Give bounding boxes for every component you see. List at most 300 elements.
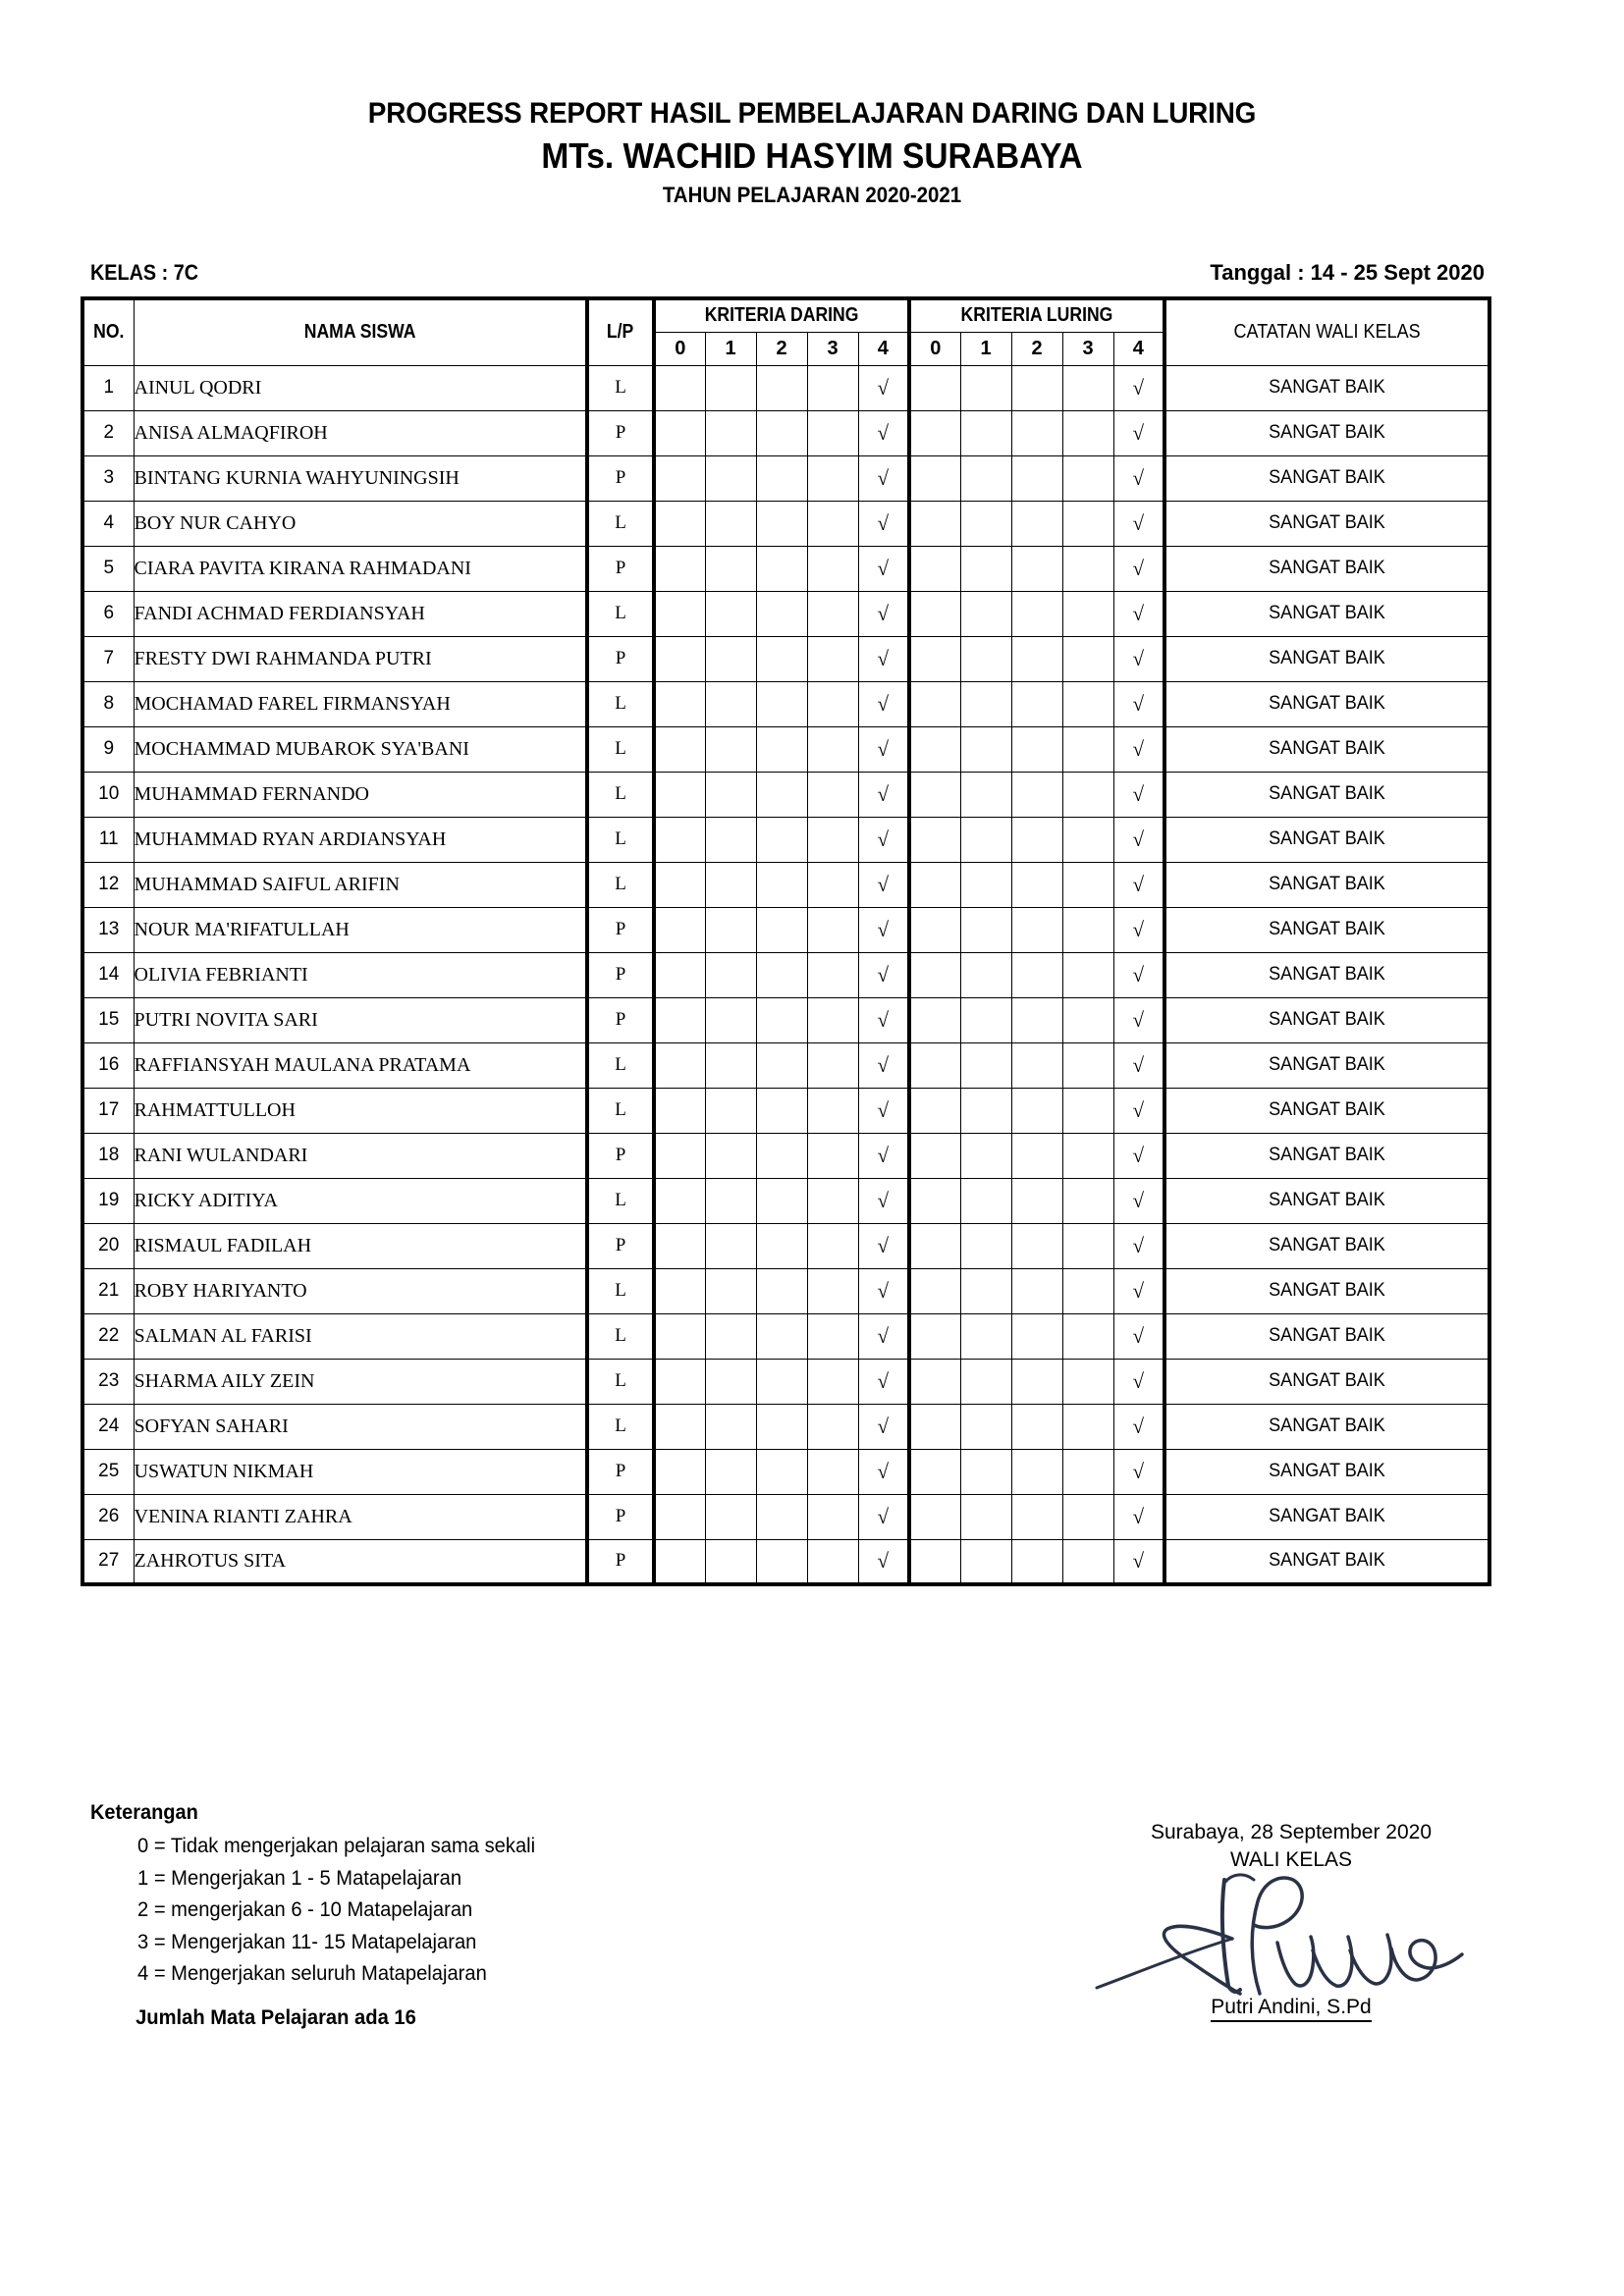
cell-luring-2[interactable]: [1011, 1539, 1062, 1584]
cell-daring-2[interactable]: [756, 1088, 807, 1133]
cell-daring-0[interactable]: [654, 1268, 705, 1313]
cell-daring-0[interactable]: [654, 952, 705, 997]
cell-daring-1[interactable]: [705, 455, 756, 501]
table-row[interactable]: [82, 1404, 1489, 1449]
cell-daring-0[interactable]: [654, 365, 705, 410]
cell-luring-4[interactable]: √: [1113, 591, 1164, 636]
cell-daring-2[interactable]: [756, 997, 807, 1042]
table-row[interactable]: [82, 365, 1489, 410]
cell-daring-2[interactable]: [756, 365, 807, 410]
cell-daring-3[interactable]: [807, 907, 858, 952]
cell-daring-3[interactable]: [807, 1404, 858, 1449]
cell-luring-2[interactable]: [1011, 1178, 1062, 1223]
table-row[interactable]: [82, 1539, 1489, 1584]
table-row[interactable]: [82, 1494, 1489, 1539]
cell-daring-1[interactable]: [705, 1133, 756, 1178]
cell-luring-1[interactable]: [960, 546, 1011, 591]
cell-daring-2[interactable]: [756, 410, 807, 455]
cell-luring-1[interactable]: [960, 1088, 1011, 1133]
cell-daring-4[interactable]: √: [858, 455, 909, 501]
cell-daring-3[interactable]: [807, 817, 858, 862]
cell-luring-2[interactable]: [1011, 546, 1062, 591]
cell-luring-0[interactable]: [909, 726, 960, 772]
cell-daring-2[interactable]: [756, 501, 807, 546]
cell-daring-0[interactable]: [654, 1133, 705, 1178]
cell-daring-3[interactable]: [807, 1449, 858, 1494]
cell-luring-2[interactable]: [1011, 1133, 1062, 1178]
cell-daring-4[interactable]: √: [858, 1404, 909, 1449]
cell-daring-1[interactable]: [705, 365, 756, 410]
cell-daring-0[interactable]: [654, 1178, 705, 1223]
cell-daring-3[interactable]: [807, 1178, 858, 1223]
cell-luring-2[interactable]: [1011, 501, 1062, 546]
cell-luring-1[interactable]: [960, 1539, 1011, 1584]
cell-daring-4[interactable]: √: [858, 862, 909, 907]
table-row[interactable]: [82, 726, 1489, 772]
cell-luring-2[interactable]: [1011, 455, 1062, 501]
cell-daring-0[interactable]: [654, 1313, 705, 1359]
cell-daring-2[interactable]: [756, 1359, 807, 1404]
cell-luring-0[interactable]: [909, 636, 960, 681]
cell-luring-4[interactable]: √: [1113, 997, 1164, 1042]
cell-luring-4[interactable]: √: [1113, 772, 1164, 817]
cell-daring-3[interactable]: [807, 410, 858, 455]
table-row[interactable]: [82, 862, 1489, 907]
table-row[interactable]: [82, 1268, 1489, 1313]
cell-daring-2[interactable]: [756, 546, 807, 591]
cell-daring-0[interactable]: [654, 410, 705, 455]
cell-luring-4[interactable]: √: [1113, 1223, 1164, 1268]
cell-daring-3[interactable]: [807, 1223, 858, 1268]
cell-daring-1[interactable]: [705, 1088, 756, 1133]
table-row[interactable]: [82, 952, 1489, 997]
cell-luring-4[interactable]: √: [1113, 1178, 1164, 1223]
table-row[interactable]: [82, 1133, 1489, 1178]
cell-daring-0[interactable]: [654, 772, 705, 817]
cell-daring-4[interactable]: √: [858, 1178, 909, 1223]
cell-daring-3[interactable]: [807, 1359, 858, 1404]
cell-daring-3[interactable]: [807, 365, 858, 410]
cell-daring-1[interactable]: [705, 546, 756, 591]
cell-daring-4[interactable]: √: [858, 410, 909, 455]
cell-daring-3[interactable]: [807, 1539, 858, 1584]
cell-luring-2[interactable]: [1011, 862, 1062, 907]
cell-daring-0[interactable]: [654, 546, 705, 591]
cell-daring-0[interactable]: [654, 907, 705, 952]
cell-luring-0[interactable]: [909, 862, 960, 907]
cell-luring-1[interactable]: [960, 501, 1011, 546]
cell-daring-4[interactable]: √: [858, 591, 909, 636]
cell-luring-0[interactable]: [909, 1494, 960, 1539]
cell-luring-4[interactable]: √: [1113, 636, 1164, 681]
table-row[interactable]: [82, 1359, 1489, 1404]
cell-luring-1[interactable]: [960, 1404, 1011, 1449]
cell-luring-1[interactable]: [960, 1178, 1011, 1223]
cell-luring-2[interactable]: [1011, 1313, 1062, 1359]
cell-daring-4[interactable]: √: [858, 1268, 909, 1313]
signature-image: [1060, 1868, 1522, 2001]
cell-daring-0[interactable]: [654, 636, 705, 681]
cell-luring-0[interactable]: [909, 1313, 960, 1359]
cell-luring-4[interactable]: √: [1113, 365, 1164, 410]
table-row[interactable]: [82, 1088, 1489, 1133]
cell-luring-3[interactable]: [1062, 546, 1113, 591]
cell-daring-1[interactable]: [705, 1449, 756, 1494]
cell-luring-3[interactable]: [1062, 1359, 1113, 1404]
cell-luring-1[interactable]: [960, 636, 1011, 681]
table-row[interactable]: [82, 997, 1489, 1042]
cell-luring-0[interactable]: [909, 772, 960, 817]
cell-daring-0[interactable]: [654, 1223, 705, 1268]
cell-luring-3[interactable]: [1062, 410, 1113, 455]
cell-luring-4[interactable]: √: [1113, 501, 1164, 546]
cell-daring-2[interactable]: [756, 636, 807, 681]
cell-luring-3[interactable]: [1062, 1088, 1113, 1133]
cell-luring-3[interactable]: [1062, 1178, 1113, 1223]
cell-daring-3[interactable]: [807, 726, 858, 772]
cell-luring-1[interactable]: [960, 862, 1011, 907]
cell-luring-1[interactable]: [960, 1359, 1011, 1404]
cell-daring-2[interactable]: [756, 1449, 807, 1494]
cell-luring-0[interactable]: [909, 1133, 960, 1178]
cell-daring-2[interactable]: [756, 862, 807, 907]
cell-daring-0[interactable]: [654, 681, 705, 726]
cell-daring-2[interactable]: [756, 455, 807, 501]
cell-luring-3[interactable]: [1062, 997, 1113, 1042]
cell-daring-1[interactable]: [705, 1313, 756, 1359]
cell-daring-1[interactable]: [705, 907, 756, 952]
cell-daring-4[interactable]: √: [858, 681, 909, 726]
cell-daring-3[interactable]: [807, 546, 858, 591]
cell-luring-0[interactable]: [909, 546, 960, 591]
table-row[interactable]: [82, 1223, 1489, 1268]
cell-luring-3[interactable]: [1062, 1539, 1113, 1584]
cell-luring-0[interactable]: [909, 1223, 960, 1268]
table-row[interactable]: [82, 636, 1489, 681]
cell-daring-1[interactable]: [705, 410, 756, 455]
cell-daring-1[interactable]: [705, 1494, 756, 1539]
cell-luring-2[interactable]: [1011, 997, 1062, 1042]
cell-daring-1[interactable]: [705, 862, 756, 907]
table-row[interactable]: [82, 501, 1489, 546]
cell-luring-2[interactable]: [1011, 410, 1062, 455]
cell-daring-1[interactable]: [705, 952, 756, 997]
cell-luring-1[interactable]: [960, 455, 1011, 501]
table-row[interactable]: [82, 1313, 1489, 1359]
cell-luring-2[interactable]: [1011, 1268, 1062, 1313]
cell-daring-3[interactable]: [807, 591, 858, 636]
cell-daring-4[interactable]: √: [858, 1313, 909, 1359]
table-row[interactable]: [82, 907, 1489, 952]
cell-luring-0[interactable]: [909, 907, 960, 952]
cell-luring-1[interactable]: [960, 817, 1011, 862]
cell-daring-2[interactable]: [756, 591, 807, 636]
cell-daring-2[interactable]: [756, 726, 807, 772]
cell-luring-1[interactable]: [960, 365, 1011, 410]
cell-nama-siswa: MOCHAMAD FAREL FIRMANSYAH: [134, 681, 587, 726]
cell-luring-2[interactable]: [1011, 1223, 1062, 1268]
cell-luring-2[interactable]: [1011, 1404, 1062, 1449]
cell-daring-4[interactable]: √: [858, 546, 909, 591]
cell-daring-2[interactable]: [756, 1042, 807, 1088]
cell-luring-3[interactable]: [1062, 817, 1113, 862]
cell-luring-0[interactable]: [909, 1404, 960, 1449]
cell-luring-1[interactable]: [960, 997, 1011, 1042]
table-row[interactable]: [82, 1449, 1489, 1494]
cell-luring-1[interactable]: [960, 1268, 1011, 1313]
cell-daring-4[interactable]: √: [858, 1539, 909, 1584]
cell-daring-1[interactable]: [705, 1539, 756, 1584]
cell-daring-0[interactable]: [654, 862, 705, 907]
cell-daring-1[interactable]: [705, 591, 756, 636]
cell-daring-2[interactable]: [756, 1268, 807, 1313]
cell-daring-2[interactable]: [756, 907, 807, 952]
cell-luring-4[interactable]: √: [1113, 1133, 1164, 1178]
cell-luring-2[interactable]: [1011, 636, 1062, 681]
cell-luring-3[interactable]: [1062, 636, 1113, 681]
table-row[interactable]: [82, 455, 1489, 501]
cell-daring-0[interactable]: [654, 1088, 705, 1133]
cell-luring-2[interactable]: [1011, 726, 1062, 772]
cell-daring-0[interactable]: [654, 1494, 705, 1539]
cell-luring-3[interactable]: [1062, 1133, 1113, 1178]
cell-daring-4[interactable]: √: [858, 1494, 909, 1539]
cell-luring-1[interactable]: [960, 726, 1011, 772]
cell-luring-4[interactable]: √: [1113, 1268, 1164, 1313]
cell-luring-0[interactable]: [909, 1449, 960, 1494]
cell-daring-0[interactable]: [654, 817, 705, 862]
cell-daring-0[interactable]: [654, 1042, 705, 1088]
cell-luring-4[interactable]: √: [1113, 1404, 1164, 1449]
cell-luring-2[interactable]: [1011, 952, 1062, 997]
cell-luring-2[interactable]: [1011, 907, 1062, 952]
cell-daring-4[interactable]: √: [858, 1449, 909, 1494]
cell-luring-3[interactable]: [1062, 862, 1113, 907]
cell-daring-0[interactable]: [654, 1449, 705, 1494]
cell-daring-3[interactable]: [807, 455, 858, 501]
cell-daring-1[interactable]: [705, 1404, 756, 1449]
cell-luring-2[interactable]: [1011, 365, 1062, 410]
cell-daring-1[interactable]: [705, 1268, 756, 1313]
cell-daring-0[interactable]: [654, 726, 705, 772]
cell-daring-3[interactable]: [807, 636, 858, 681]
cell-daring-3[interactable]: [807, 1494, 858, 1539]
cell-daring-4[interactable]: √: [858, 365, 909, 410]
cell-luring-3[interactable]: [1062, 952, 1113, 997]
cell-daring-4[interactable]: √: [858, 636, 909, 681]
cell-luring-2[interactable]: [1011, 1494, 1062, 1539]
cell-luring-3[interactable]: [1062, 726, 1113, 772]
cell-luring-2[interactable]: [1011, 1088, 1062, 1133]
cell-daring-2[interactable]: [756, 1223, 807, 1268]
cell-luring-4[interactable]: √: [1113, 1088, 1164, 1133]
table-row[interactable]: [82, 1042, 1489, 1088]
cell-luring-1[interactable]: [960, 1313, 1011, 1359]
cell-luring-1[interactable]: [960, 1223, 1011, 1268]
cell-daring-3[interactable]: [807, 862, 858, 907]
cell-luring-1[interactable]: [960, 681, 1011, 726]
cell-luring-3[interactable]: [1062, 591, 1113, 636]
cell-luring-1[interactable]: [960, 907, 1011, 952]
table-row[interactable]: [82, 410, 1489, 455]
cell-luring-0[interactable]: [909, 591, 960, 636]
cell-daring-3[interactable]: [807, 1088, 858, 1133]
cell-daring-2[interactable]: [756, 952, 807, 997]
cell-daring-3[interactable]: [807, 1133, 858, 1178]
cell-luring-3[interactable]: [1062, 1313, 1113, 1359]
cell-luring-1[interactable]: [960, 1449, 1011, 1494]
cell-daring-2[interactable]: [756, 817, 807, 862]
cell-daring-1[interactable]: [705, 1178, 756, 1223]
cell-daring-4[interactable]: √: [858, 501, 909, 546]
table-row[interactable]: [82, 772, 1489, 817]
cell-luring-4[interactable]: √: [1113, 410, 1164, 455]
table-row[interactable]: [82, 546, 1489, 591]
cell-daring-0[interactable]: [654, 501, 705, 546]
cell-daring-1[interactable]: [705, 726, 756, 772]
cell-luring-2[interactable]: [1011, 681, 1062, 726]
table-row[interactable]: [82, 1178, 1489, 1223]
cell-luring-2[interactable]: [1011, 772, 1062, 817]
cell-daring-0[interactable]: [654, 997, 705, 1042]
cell-luring-0[interactable]: [909, 952, 960, 997]
cell-daring-4[interactable]: √: [858, 1223, 909, 1268]
cell-daring-1[interactable]: [705, 501, 756, 546]
cell-luring-4[interactable]: √: [1113, 817, 1164, 862]
cell-daring-1[interactable]: [705, 772, 756, 817]
table-row[interactable]: [82, 681, 1489, 726]
cell-luring-4[interactable]: √: [1113, 1359, 1164, 1404]
cell-daring-4[interactable]: √: [858, 772, 909, 817]
cell-daring-0[interactable]: [654, 1539, 705, 1584]
cell-daring-4[interactable]: √: [858, 997, 909, 1042]
cell-luring-0[interactable]: [909, 817, 960, 862]
cell-luring-0[interactable]: [909, 410, 960, 455]
cell-daring-0[interactable]: [654, 1359, 705, 1404]
cell-daring-1[interactable]: [705, 817, 756, 862]
table-row[interactable]: [82, 817, 1489, 862]
cell-daring-2[interactable]: [756, 1539, 807, 1584]
cell-luring-2[interactable]: [1011, 817, 1062, 862]
cell-daring-4[interactable]: √: [858, 907, 909, 952]
cell-daring-4[interactable]: √: [858, 1133, 909, 1178]
cell-luring-3[interactable]: [1062, 365, 1113, 410]
cell-daring-1[interactable]: [705, 1042, 756, 1088]
cell-daring-0[interactable]: [654, 591, 705, 636]
cell-luring-4[interactable]: √: [1113, 862, 1164, 907]
cell-luring-4[interactable]: √: [1113, 1494, 1164, 1539]
cell-daring-1[interactable]: [705, 636, 756, 681]
cell-daring-0[interactable]: [654, 455, 705, 501]
cell-daring-4[interactable]: √: [858, 817, 909, 862]
cell-daring-1[interactable]: [705, 681, 756, 726]
cell-daring-1[interactable]: [705, 1359, 756, 1404]
cell-luring-3[interactable]: [1062, 681, 1113, 726]
cell-daring-1[interactable]: [705, 997, 756, 1042]
cell-luring-0[interactable]: [909, 1042, 960, 1088]
cell-daring-2[interactable]: [756, 681, 807, 726]
cell-luring-3[interactable]: [1062, 1494, 1113, 1539]
cell-daring-2[interactable]: [756, 1313, 807, 1359]
cell-luring-1[interactable]: [960, 591, 1011, 636]
cell-luring-4[interactable]: √: [1113, 1042, 1164, 1088]
cell-luring-3[interactable]: [1062, 1404, 1113, 1449]
cell-daring-4[interactable]: √: [858, 1088, 909, 1133]
cell-luring-2[interactable]: [1011, 1042, 1062, 1088]
cell-luring-4[interactable]: √: [1113, 455, 1164, 501]
cell-daring-2[interactable]: [756, 1133, 807, 1178]
cell-luring-2[interactable]: [1011, 1449, 1062, 1494]
cell-luring-3[interactable]: [1062, 455, 1113, 501]
cell-luring-4[interactable]: √: [1113, 1539, 1164, 1584]
cell-luring-4[interactable]: √: [1113, 907, 1164, 952]
cell-luring-0[interactable]: [909, 1088, 960, 1133]
cell-luring-0[interactable]: [909, 455, 960, 501]
cell-daring-3[interactable]: [807, 1268, 858, 1313]
cell-daring-2[interactable]: [756, 1178, 807, 1223]
cell-daring-2[interactable]: [756, 1494, 807, 1539]
cell-daring-4[interactable]: √: [858, 1359, 909, 1404]
cell-luring-0[interactable]: [909, 1359, 960, 1404]
cell-luring-4[interactable]: √: [1113, 726, 1164, 772]
cell-luring-0[interactable]: [909, 681, 960, 726]
cell-daring-3[interactable]: [807, 772, 858, 817]
cell-daring-3[interactable]: [807, 952, 858, 997]
cell-luring-0[interactable]: [909, 1268, 960, 1313]
cell-daring-3[interactable]: [807, 681, 858, 726]
cell-luring-4[interactable]: √: [1113, 1313, 1164, 1359]
cell-daring-2[interactable]: [756, 1404, 807, 1449]
cell-luring-4[interactable]: √: [1113, 1449, 1164, 1494]
cell-luring-0[interactable]: [909, 365, 960, 410]
cell-daring-3[interactable]: [807, 1313, 858, 1359]
cell-luring-4[interactable]: √: [1113, 952, 1164, 997]
cell-luring-3[interactable]: [1062, 501, 1113, 546]
table-row[interactable]: [82, 591, 1489, 636]
cell-luring-3[interactable]: [1062, 907, 1113, 952]
cell-luring-4[interactable]: √: [1113, 546, 1164, 591]
cell-daring-4[interactable]: √: [858, 952, 909, 997]
cell-luring-1[interactable]: [960, 952, 1011, 997]
cell-luring-1[interactable]: [960, 1494, 1011, 1539]
cell-luring-0[interactable]: [909, 997, 960, 1042]
cell-daring-3[interactable]: [807, 997, 858, 1042]
cell-luring-1[interactable]: [960, 1042, 1011, 1088]
cell-daring-4[interactable]: √: [858, 1042, 909, 1088]
cell-daring-0[interactable]: [654, 1404, 705, 1449]
cell-luring-3[interactable]: [1062, 1042, 1113, 1088]
cell-luring-2[interactable]: [1011, 1359, 1062, 1404]
cell-luring-3[interactable]: [1062, 1449, 1113, 1494]
cell-luring-0[interactable]: [909, 1539, 960, 1584]
cell-luring-1[interactable]: [960, 772, 1011, 817]
cell-luring-3[interactable]: [1062, 772, 1113, 817]
cell-luring-1[interactable]: [960, 410, 1011, 455]
cell-luring-3[interactable]: [1062, 1223, 1113, 1268]
cell-daring-4[interactable]: √: [858, 726, 909, 772]
cell-daring-3[interactable]: [807, 501, 858, 546]
cell-no: 20: [82, 1223, 134, 1268]
cell-daring-3[interactable]: [807, 1042, 858, 1088]
cell-luring-0[interactable]: [909, 501, 960, 546]
cell-luring-3[interactable]: [1062, 1268, 1113, 1313]
cell-daring-1[interactable]: [705, 1223, 756, 1268]
cell-luring-1[interactable]: [960, 1133, 1011, 1178]
cell-luring-4[interactable]: √: [1113, 681, 1164, 726]
cell-luring-0[interactable]: [909, 1178, 960, 1223]
cell-daring-2[interactable]: [756, 772, 807, 817]
cell-luring-2[interactable]: [1011, 591, 1062, 636]
